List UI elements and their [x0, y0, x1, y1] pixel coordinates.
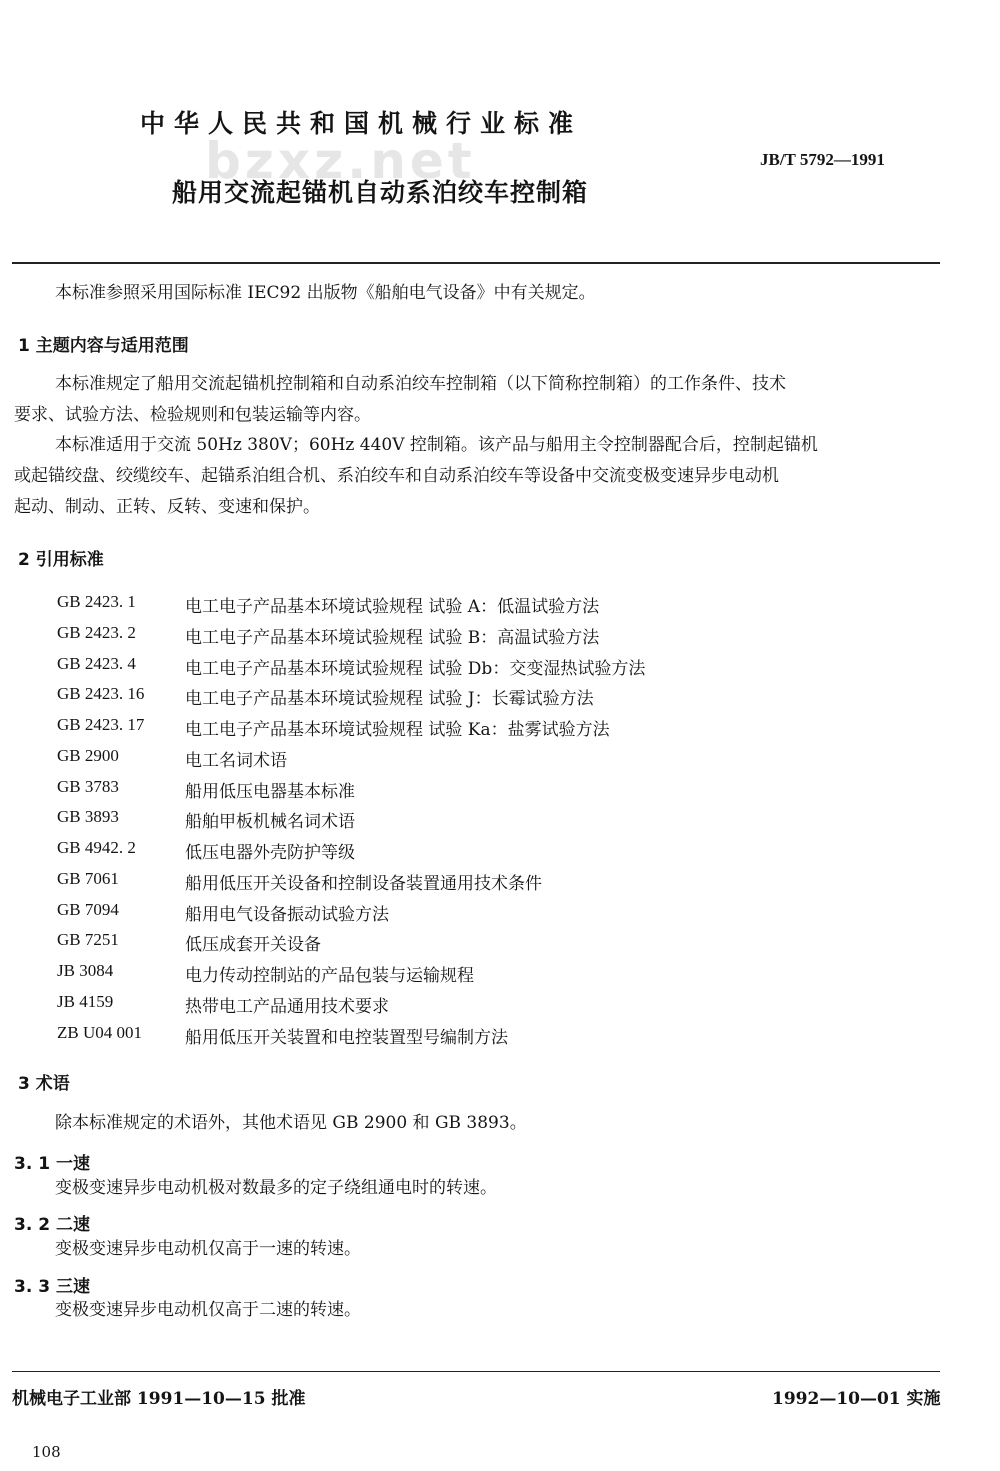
section-3-1-heading: 3. 1 一速: [14, 1154, 90, 1174]
document-title: 船用交流起锚机自动系泊绞车控制箱: [172, 178, 589, 207]
section-1-heading: 1 主题内容与适用范围: [18, 336, 189, 356]
standard-code: JB/T 5792—1991: [760, 150, 885, 169]
section-2-heading: 2 引用标准: [18, 550, 104, 570]
effective-date: 1992—10—01 实施: [772, 1389, 941, 1409]
reference-code: GB 7094: [57, 900, 119, 919]
reference-title: 电工电子产品基本环境试验规程 试验 A：低温试验方法: [185, 597, 600, 617]
reference-code: GB 3893: [57, 807, 119, 826]
reference-code: GB 2423. 17: [57, 715, 145, 734]
section-3-2-text: 变极变速异步电动机仅高于一速的转速。: [55, 1239, 361, 1259]
reference-title: 电工电子产品基本环境试验规程 试验 Ka：盐雾试验方法: [185, 720, 610, 740]
section-3-3-text: 变极变速异步电动机仅高于二速的转速。: [55, 1300, 361, 1320]
approval-date: 机械电子工业部 1991—10—15 批准: [12, 1389, 306, 1409]
reference-title: 船用低压开关装置和电控装置型号编制方法: [185, 1028, 508, 1048]
watermark: bzxz.net: [205, 132, 476, 190]
reference-title: 船舶甲板机械名词术语: [185, 812, 355, 832]
section-3-1-text: 变极变速异步电动机极对数最多的定子绕组通电时的转速。: [55, 1178, 497, 1198]
reference-code: GB 2423. 1: [57, 592, 136, 611]
section-3-3-heading: 3. 3 三速: [14, 1277, 90, 1297]
reference-title: 船用低压开关设备和控制设备装置通用技术条件: [185, 874, 542, 894]
reference-title: 船用低压电器基本标准: [185, 782, 355, 802]
reference-title: 电工电子产品基本环境试验规程 试验 Db：交变湿热试验方法: [185, 659, 646, 679]
reference-code: GB 2423. 16: [57, 684, 145, 703]
reference-title: 电工名词术语: [185, 751, 287, 771]
reference-code: GB 3783: [57, 777, 119, 796]
section-3-heading: 3 术语: [18, 1074, 70, 1094]
reference-code: GB 7251: [57, 930, 119, 949]
intro-paragraph: 本标准参照采用国际标准 IEC92 出版物《船舶电气设备》中有关规定。: [55, 283, 596, 303]
reference-title: 电力传动控制站的产品包装与运输规程: [185, 966, 474, 986]
reference-code: ZB U04 001: [57, 1023, 142, 1042]
reference-title: 低压成套开关设备: [185, 935, 321, 955]
section-1-paragraph-2-line-3: 起动、制动、正转、反转、变速和保护。: [14, 497, 320, 517]
reference-code: GB 2423. 4: [57, 654, 136, 673]
reference-code: GB 4942. 2: [57, 838, 136, 857]
section-3-intro: 除本标准规定的术语外，其他术语见 GB 2900 和 GB 3893。: [55, 1113, 527, 1133]
section-1-paragraph-1-line-1: 本标准规定了船用交流起锚机控制箱和自动系泊绞车控制箱（以下简称控制箱）的工作条件、技术: [55, 374, 786, 394]
reference-code: JB 4159: [57, 992, 114, 1011]
reference-code: JB 3084: [57, 961, 114, 980]
section-1-paragraph-2-line-1: 本标准适用于交流 50Hz 380V；60Hz 440V 控制箱。该产品与船用主令控制器配合后，控制起锚机: [55, 435, 818, 455]
section-1-paragraph-2-line-2: 或起锚绞盘、绞缆绞车、起锚系泊组合机、系泊绞车和自动系泊绞车等设备中交流变极变速异步电动机: [14, 466, 779, 486]
section-3-2-heading: 3. 2 二速: [14, 1215, 90, 1235]
reference-title: 船用电气设备振动试验方法: [185, 905, 389, 925]
organization-title: 中华人民共和国机械行业标准: [140, 109, 583, 138]
reference-code: GB 2900: [57, 746, 119, 765]
header-divider: [12, 262, 940, 264]
footer-divider: [12, 1371, 940, 1372]
reference-title: 电工电子产品基本环境试验规程 试验 J：长霉试验方法: [185, 689, 594, 709]
page-number: 108: [32, 1443, 61, 1461]
reference-title: 电工电子产品基本环境试验规程 试验 B：高温试验方法: [185, 628, 600, 648]
reference-title: 热带电工产品通用技术要求: [185, 997, 389, 1017]
reference-title: 低压电器外壳防护等级: [185, 843, 355, 863]
reference-code: GB 2423. 2: [57, 623, 136, 642]
section-1-paragraph-1-line-2: 要求、试验方法、检验规则和包装运输等内容。: [14, 405, 371, 425]
reference-code: GB 7061: [57, 869, 119, 888]
